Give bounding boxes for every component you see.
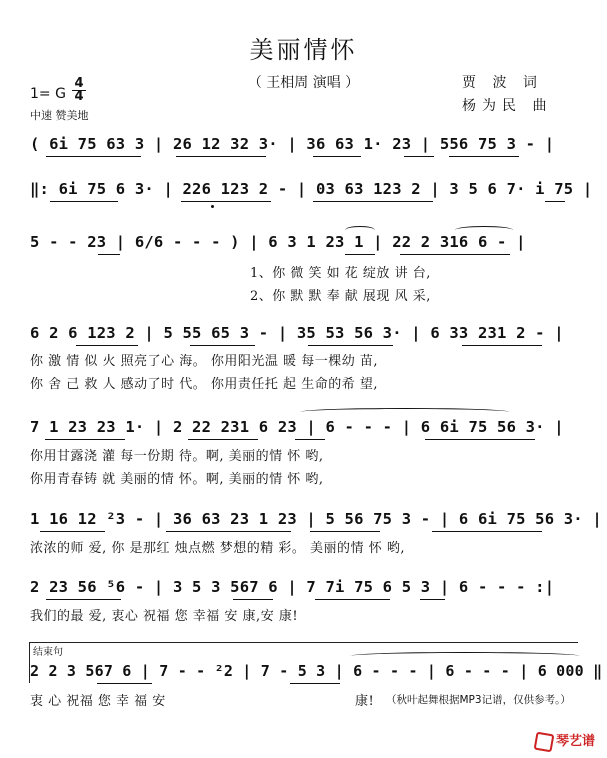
beam-underline xyxy=(315,599,390,600)
beam-underline xyxy=(98,254,120,255)
beam-underline xyxy=(50,201,118,202)
transcription-note: （秋叶起舞根据MP3记谱，仅供参考。） xyxy=(386,694,571,706)
beam-underline xyxy=(420,599,445,600)
notation-row-4: 6 2 6 123 2 | 5 55 65 3 - | 35 53 56 3· | 6 33 231 2 - | xyxy=(30,324,564,342)
beam-underline xyxy=(313,156,361,157)
logo-icon xyxy=(534,731,555,752)
beam-underline xyxy=(40,531,105,532)
beam-underline xyxy=(46,599,121,600)
notation-row-8: 2 2 3 567 6 | 7 - - ²2 | 7 - 5 3 | 6 - - - | 6 - - - | 6 000 ‖ xyxy=(30,662,603,680)
lyric-row-5-verse-1: 你用甘露浇 灌 每一份期 待。啊, 美丽的情 怀 哟, xyxy=(30,449,324,464)
notation-row-6: 1 16 12 ²3 - | 36 63 23 1 23 | 5 56 75 3 - | 6 6i 75 56 3· | xyxy=(30,510,602,528)
beam-underline xyxy=(310,531,380,532)
beam-underline xyxy=(404,156,434,157)
lyric-row-6-verse-1: 浓浓的师 爱, 你 是那红 烛点燃 梦想的精 彩。 美丽的情 怀 哟, xyxy=(30,541,405,556)
notation-row-5: 7 1 23 23 1· | 2 22 231 6 23 | 6 - - - | 6 6i 75 56 3· | xyxy=(30,418,564,436)
lyric-row-4-verse-1: 你 激 情 似 火 照亮了心 海。 你用阳光温 暖 每一棵幼 苗, xyxy=(30,354,378,369)
site-logo xyxy=(535,730,595,751)
beam-underline xyxy=(188,439,258,440)
slur xyxy=(350,652,580,660)
composer-credit: 杨为民 曲 xyxy=(462,98,553,114)
song-title: 美丽情怀 xyxy=(249,36,358,64)
key-signature: 1= G xyxy=(30,86,66,102)
beam-underline xyxy=(449,156,519,157)
notation-row-1: ( 6i 75 63 3 | 26 12 32 3· | 36 63 1· 23 | 556 75 3 - | xyxy=(30,135,555,153)
slur xyxy=(345,226,375,234)
ending-label: 结束句 xyxy=(33,647,63,658)
time-signature-bottom: 4 xyxy=(74,89,84,104)
slur xyxy=(455,226,513,234)
beam-underline xyxy=(290,683,340,684)
beam-underline xyxy=(46,156,141,157)
beam-underline xyxy=(190,345,255,346)
beam-underline xyxy=(295,439,325,440)
beam-underline xyxy=(432,531,542,532)
lyric-row-7-verse-1: 我们的最 爱, 衷心 祝福 您 幸福 安 康,安 康! xyxy=(30,609,299,624)
tempo-marking: 中速 赞美地 xyxy=(30,109,89,122)
notation-row-3: 5 - - 23 | 6/6 - - - ) | 6 3 1 23 1 | 22 2 316 6 - | xyxy=(30,233,526,251)
beam-underline xyxy=(545,201,565,202)
lyric-row-8-verse-1: 衷 心 祝福 您 幸 福 安 xyxy=(30,694,166,709)
notation-row-7: 2 23 56 ⁵6 - | 3 5 3 567 6 | 7 7i 75 6 5 3 | 6 - - - :| xyxy=(30,578,555,596)
lyric-row-3-verse-2: 2、你 默 默 奉 献 展现 风 采, xyxy=(250,289,431,304)
beam-underline xyxy=(425,439,535,440)
beam-underline xyxy=(76,345,138,346)
lyric-row-3-verse-1: 1、你 微 笑 如 花 绽放 讲 台, xyxy=(250,266,431,281)
low-octave-dot xyxy=(211,205,214,208)
lyric-row-8-tail: 康! xyxy=(355,694,375,709)
time-signature-top: 4 xyxy=(72,78,86,91)
time-signature xyxy=(72,78,86,103)
beam-underline xyxy=(166,531,291,532)
lyric-row-4-verse-2: 你 舍 己 救 人 感动了时 代。 你用责任托 起 生命的希 望, xyxy=(30,377,378,392)
notation-row-2: ‖: 6i 75 6 3· | 226 123 2 - | 03 63 123 2 | 3 5 6 7· i 75 | xyxy=(30,180,593,198)
beam-underline xyxy=(45,439,125,440)
beam-underline xyxy=(462,345,542,346)
beam-underline xyxy=(345,254,375,255)
beam-underline xyxy=(176,156,266,157)
beam-underline xyxy=(400,254,510,255)
performer-line: （ 王相周 演唱 ） xyxy=(247,75,360,91)
beam-underline xyxy=(308,345,393,346)
lyricist-credit: 贾 波 词 xyxy=(462,75,543,91)
beam-underline xyxy=(233,599,273,600)
slur xyxy=(300,408,510,416)
beam-underline xyxy=(181,201,271,202)
lyric-row-5-verse-2: 你用青春铸 就 美丽的情 怀。啊, 美丽的情 怀 哟, xyxy=(30,472,324,487)
logo-text: 琴艺谱 xyxy=(555,734,595,749)
beam-underline xyxy=(97,683,152,684)
beam-underline xyxy=(313,201,433,202)
